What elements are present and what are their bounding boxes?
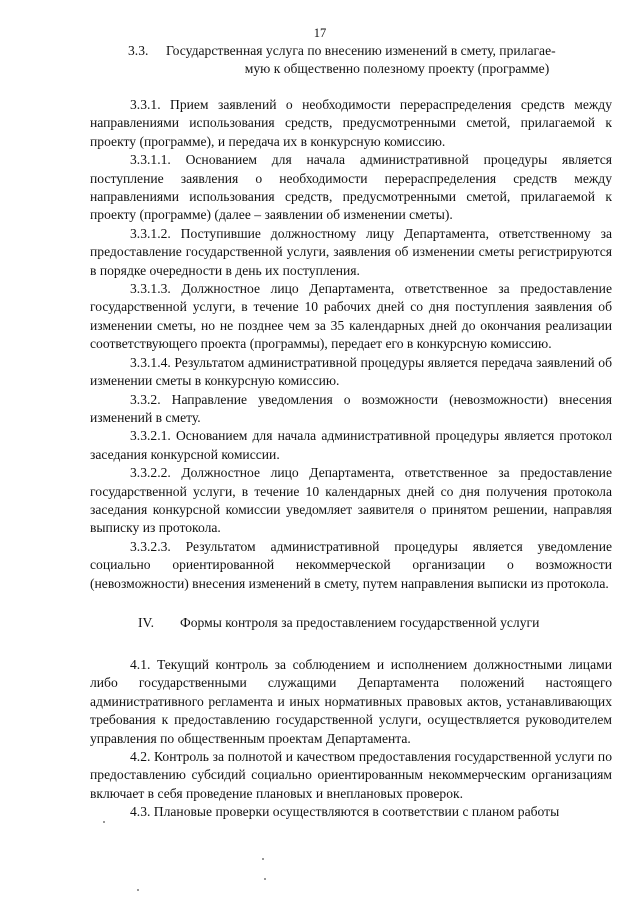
section-3-3-heading xyxy=(90,42,612,79)
paragraph-4-2: 4.2. Контроль за полнотой и качеством предоставления государственной услуги по предоставлению субсидий социально ориентированным некоммерческим организациям включает в себя проведение плановых и внеплановых проверок. xyxy=(90,749,612,801)
section-4-body xyxy=(90,656,612,822)
paragraph-3-3-2-2: 3.3.2.2. Должностное лицо Департамента, ответственное за предоставление государственной услуги, в течение 10 календарных дней со дня получения протокола заседания конкурсной комиссии уведомляет заявителя о принятом решении, направляя выписку из протокола. xyxy=(90,465,612,536)
scan-speck xyxy=(103,821,105,823)
scan-speck xyxy=(137,889,139,891)
paragraph-3-3-1: 3.3.1. Прием заявлений о необходимости перераспределения средств между направлениями использования средств, предусмотренными сметой, прилагаемой к проекту (программе), и передача их в конкурсную комиссию. xyxy=(90,97,612,149)
paragraph-3-3-2-1: 3.3.2.1. Основанием для начала административной процедуры является протокол заседания конкурсной комиссии. xyxy=(90,428,612,462)
paragraph-4-3: 4.3. Плановые проверки осуществляются в соответствии с планом работы xyxy=(130,804,560,820)
paragraph-3-3-2: 3.3.2. Направление уведомления о возможности (невозможности) внесения изменений в смету. xyxy=(90,391,612,425)
paragraph-4-1: 4.1. Текущий контроль за соблюдением и исполнением должностными лицами либо государственными служащими Департамента положений настоящего административного регламента и иных нормативных правовых актов, устанавливающих требования к предоставлению государственной услуги, осуществляется руководителем управления по общественным проектам Департамента. xyxy=(90,657,612,746)
paragraph-3-3-1-2: 3.3.1.2. Поступившие должностному лицу Департамента, ответственному за предоставление государственной услуги, заявления об изменении сметы регистрируются в порядке очередности в день их поступления. xyxy=(90,225,612,278)
section-4-number: IV. xyxy=(138,615,154,630)
section-3-3-body xyxy=(90,96,612,593)
section-3-3-title-line1: Государственная услуга по внесению изменений в смету, прилагае- xyxy=(166,43,556,58)
paragraph-3-3-1-3: 3.3.1.3. Должностное лицо Департамента, ответственное за предоставление государственной услуги, в течение 10 рабочих дней со дня поступления заявления об изменении сметы, но не позднее чем за 35 календарных дней до окончания реализации соответствующего проекта (программы), передает его в конкурсную комиссию. xyxy=(90,281,612,352)
scan-speck xyxy=(262,858,264,860)
section-4-heading xyxy=(138,614,612,632)
paragraph-3-3-1-4: 3.3.1.4. Результатом административной процедуры является передача заявлений об изменении сметы в конкурсную комиссию. xyxy=(90,354,612,389)
page-number: 17 xyxy=(313,26,327,40)
section-3-3-title-line2: мую к общественно полезному проекту (программе) xyxy=(244,61,550,77)
paragraph-3-3-1-1: 3.3.1.1. Основанием для начала административной процедуры является поступление заявления о необходимости перераспределения средств между направлениями использования средств, предусмотренными сметой, прилагаемой к проекту (программе) (далее – заявлении об изменении сметы). xyxy=(90,152,612,223)
paragraph-3-3-2-3: 3.3.2.3. Результатом административной процедуры является уведомление социально ориентированной некоммерческой организации о возможности (невозможности) внесения изменений в смету, путем направления выписки из протокола. xyxy=(90,538,612,591)
section-4-title: Формы контроля за предоставлением государственной услуги xyxy=(180,615,540,630)
section-3-3-number: 3.3. xyxy=(128,43,149,58)
scan-speck xyxy=(264,878,266,880)
